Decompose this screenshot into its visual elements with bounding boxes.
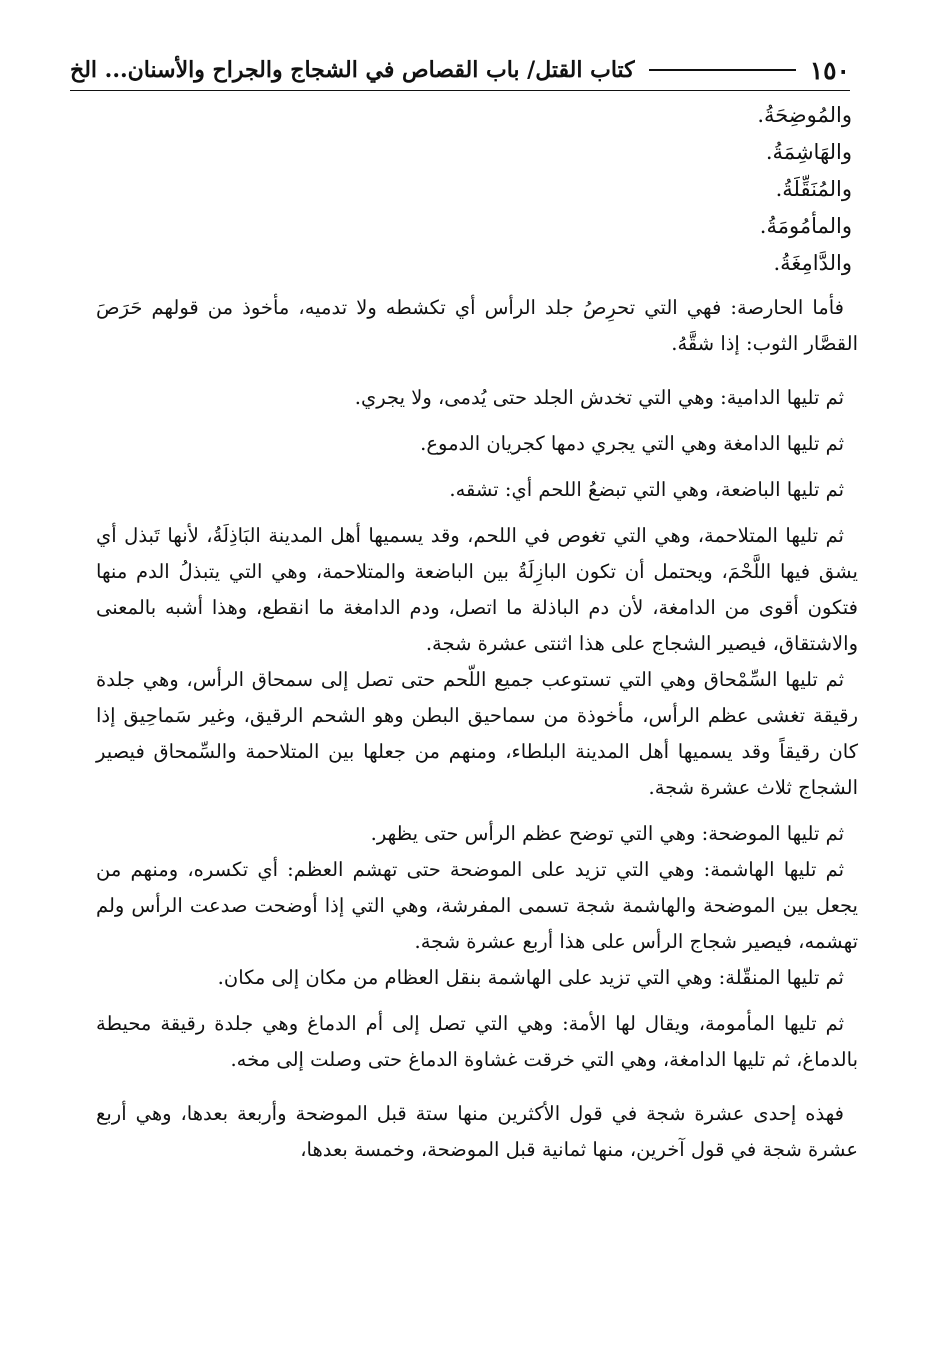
paragraph-harisa: فأما الحارصة: فهي التي تحرِصُ جلد الرأس أي تكشطه ولا تدميه، مأخوذ من قولهم حَرَصَ القصَّار الثوب: إذا شقَّهُ. [96, 296, 858, 355]
paragraph-damigha: ثم تليها الدامغة وهي التي يجري دمها كجريان الدموع. [420, 432, 844, 455]
wound-list [96, 97, 858, 282]
paragraph-mutalahima: ثم تليها المتلاحمة، وهي التي تغوص في اللحم، وقد يسميها أهل المدينة البَاذِلَةُ، لأنها تَبذل أي يشق فيها اللَّحْمَ، ويحتمل أن تكون البازِلَةُ بين الباضعة والمتلاحمة، وهي التي يتبذلُ الدم منها فتكون أقوى من الدامغة، لأن دم الباذلة ما اتصل، ودم الدامغة ما انقطع، وهذا أشبه بالمعنى والاشتقاق، فيصير الشجاج على هذا اثنتى عشرة شجة. [96, 524, 858, 655]
page-number: ١٥٠ [809, 55, 850, 85]
paragraph-damiya: ثم تليها الدامية: وهي التي تخدش الجلد حتى يُدمى، ولا يجري. [354, 386, 844, 409]
list-item: والدَّامِغَةُ. [773, 251, 852, 275]
paragraph-simhaq: ثم تليها السِّمْحاق وهي التي تستوعب جميع اللّحم حتى تصل إلى سمحاق الرأس، وهي جلدة رقيقة تغشى عظم الرأس، مأخوذة من سماحيق البطن وهو الشحم الرقيق، وغير سَماحِيق إذا كان رقيقاً وقد يسميها أهل المدينة البلطاء، ومنهم من جعلها بين المتلاحمة والسِّمحاق فيصير الشجاج ثلاث عشرة شجة. [96, 668, 858, 799]
page-header [70, 50, 850, 91]
running-title: كتاب القتل/ باب القصاص في الشجاج والجراح والأسنان... الخ [70, 57, 635, 83]
list-item: والمُنَقِّلَةُ. [775, 177, 852, 201]
header-rule [649, 69, 796, 71]
paragraph-badia: ثم تليها الباضعة، وهي التي تبضعُ اللحم أي: تشقه. [449, 478, 844, 501]
paragraph-hashima: ثم تليها الهاشمة: وهي التي تزيد على الموضحة حتى تهشم العظم: أي تكسره، ومنهم من يجعل بين الموضحة والهاشمة شجة تسمى المفرشة، وهي التي إذا أوضحت صدعت الرأس ولم تهشمه، فيصير شجاج الرأس على هذا أربع عشرة شجة. [96, 858, 858, 953]
list-item: والهَاشِمَةُ. [765, 140, 852, 164]
paragraph-summary: فهذه إحدى عشرة شجة في قول الأكثرين منها ستة قبل الموضحة وأربعة بعدها، وهي أربع عشرة شجة في قول آخرين، منها ثمانية قبل الموضحة، وخمسة بعدها، [96, 1102, 858, 1161]
paragraph-munaqqila: ثم تليها المنقّلة: وهي التي تزيد على الهاشمة بنقل العظام من مكان إلى مكان. [217, 966, 844, 989]
paragraph-mamuma: ثم تليها المأمومة، ويقال لها الأمة: وهي التي تصل إلى أم الدماغ وهي جلدة رقيقة محيطة بالدماغ، ثم تليها الدامغة، وهي التي خرقت غشاوة الدماغ حتى وصلت إلى مخه. [96, 1012, 858, 1071]
page-body [96, 97, 858, 1168]
list-item: والمُوضِحَةُ. [757, 103, 852, 127]
list-item: والمأمُومَةُ. [759, 214, 852, 238]
paragraph-mudiha: ثم تليها الموضحة: وهي التي توضح عظم الرأس حتى يظهر. [370, 822, 844, 845]
